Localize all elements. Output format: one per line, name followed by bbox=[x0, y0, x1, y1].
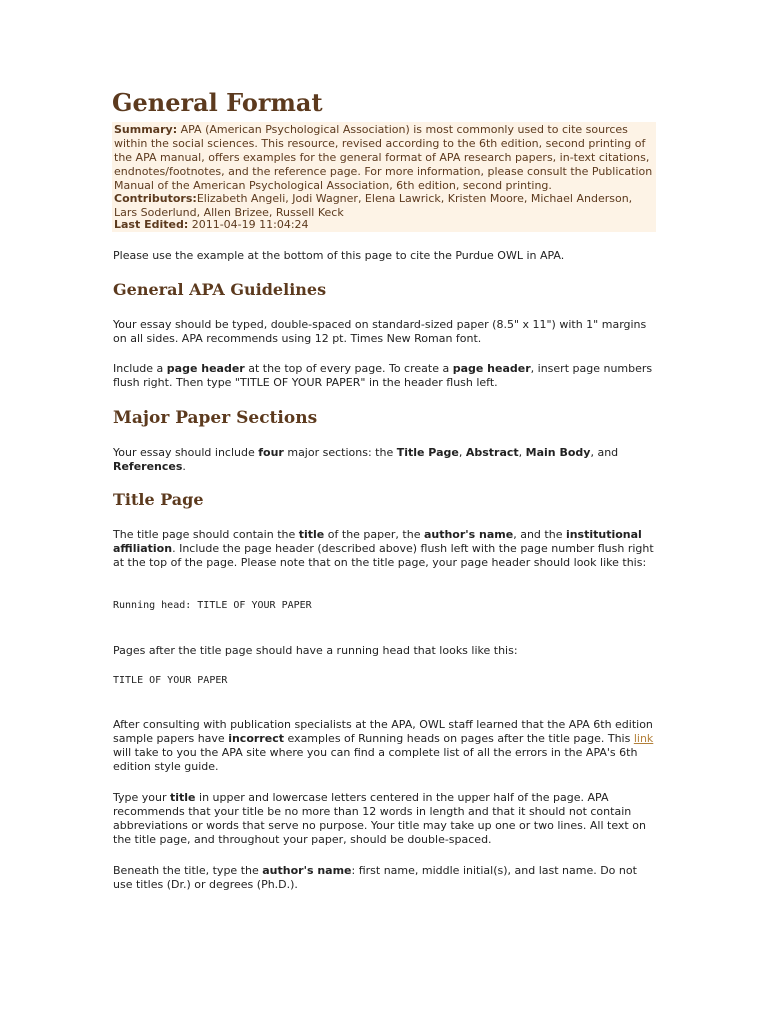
intro-paragraph: Please use the example at the bottom of this page to cite the Purdue OWL in APA. bbox=[113, 249, 565, 262]
text-run: Include a bbox=[113, 362, 167, 375]
bold-term: References bbox=[113, 460, 183, 473]
page-title: General Format bbox=[112, 88, 323, 117]
guidelines-heading: General APA Guidelines bbox=[113, 280, 327, 299]
text-run: major sections: the bbox=[283, 446, 397, 459]
text-run: , and bbox=[590, 446, 619, 459]
bold-term: author's name bbox=[423, 528, 514, 541]
text-run: : first name, middle initial(s), and last name. Do not use titles (Dr.) or degrees (Ph.D.). bbox=[113, 864, 637, 891]
summary-box bbox=[112, 122, 656, 232]
bold-term: institutional affiliation bbox=[113, 528, 642, 555]
bold-term: title bbox=[170, 791, 196, 804]
title-page-heading: Title Page bbox=[113, 490, 204, 509]
text-run: of the paper, the bbox=[324, 528, 424, 541]
sections-paragraph bbox=[113, 446, 658, 474]
title-page-paragraph-2: Pages after the title page should have a running head that looks like this: bbox=[113, 644, 518, 657]
text-run: , and the bbox=[513, 528, 566, 541]
bold-term: author's name bbox=[262, 864, 352, 877]
last-edited-text: 2011-04-19 11:04:24 bbox=[188, 218, 309, 231]
text-run: examples of Running heads on pages after the title page. This bbox=[283, 732, 634, 745]
text-run: , bbox=[518, 446, 526, 459]
last-edited-label: Last Edited: bbox=[114, 218, 189, 231]
guidelines-paragraph-2 bbox=[113, 362, 658, 390]
text-run: at the top of every page. To create a bbox=[244, 362, 453, 375]
sections-heading: Major Paper Sections bbox=[113, 408, 318, 428]
guidelines-paragraph-1: Your essay should be typed, double-spaced on standard-sized paper (8.5" x 11") with 1" margins on all sides. APA recommends using 12 pt. Times New Roman font. bbox=[113, 318, 647, 345]
code-example-title: TITLE OF YOUR PAPER bbox=[113, 675, 228, 686]
bold-term: Title Page bbox=[396, 446, 459, 459]
title-page-paragraph-5 bbox=[113, 864, 658, 892]
bold-term: Abstract bbox=[465, 446, 519, 459]
text-run: The title page should contain the bbox=[113, 528, 299, 541]
bold-term: page header bbox=[166, 362, 245, 375]
text-run: Type your bbox=[113, 791, 170, 804]
text-run: in upper and lowercase letters centered in the upper half of the page. APA recommends that your title be no more than 12 words in length and that it should not contain abbreviations or words that serve no purpose. Your title may take up one or two lines. All text on the title page, and throughout your paper, should be double-spaced. bbox=[113, 791, 646, 846]
bold-term: four bbox=[258, 446, 284, 459]
contributors-label: Contributors: bbox=[114, 192, 197, 205]
bold-term: page header bbox=[452, 362, 531, 375]
text-run: After consulting with publication specialists at the APA, OWL staff learned that the APA 6th edition sample papers have bbox=[113, 718, 653, 745]
summary-text: APA (American Psychological Association) is most commonly used to cite sources within the social sciences. This resource, revised according to the 6th edition, second printing of the APA manual, offers examples for the general format of APA research papers, in-text citations, endnotes/footnotes, and the reference page. For more information, please consult the Publication Manual of the American Psychological Association, 6th edition, second printing. bbox=[114, 123, 653, 192]
text-run: . Include the page header (described above) flush left with the page number flush right at the top of the page. Please note that on the title page, your page header should look like this: bbox=[113, 542, 654, 569]
bold-term: incorrect bbox=[228, 732, 284, 745]
contributors-paragraph bbox=[113, 192, 655, 220]
text-run: will take to you the APA site where you can find a complete list of all the errors in the APA's 6th edition style guide. bbox=[113, 746, 638, 773]
summary-label: Summary: bbox=[114, 123, 178, 136]
text-run: Beneath the title, type the bbox=[113, 864, 263, 877]
bold-term: title bbox=[298, 528, 325, 541]
code-example-running-head: Running head: TITLE OF YOUR PAPER bbox=[113, 600, 312, 611]
text-run: . bbox=[182, 460, 186, 473]
title-page-paragraph-1 bbox=[113, 528, 658, 570]
text-run: , bbox=[458, 446, 466, 459]
last-edited-paragraph bbox=[113, 218, 655, 232]
summary-paragraph bbox=[113, 123, 655, 193]
text-run: , insert page numbers flush right. Then type "TITLE OF YOUR PAPER" in the header flush left. bbox=[113, 362, 653, 389]
title-page-paragraph-3 bbox=[113, 718, 658, 774]
title-page-paragraph-4 bbox=[113, 791, 658, 847]
contributors-text: Elizabeth Angeli, Jodi Wagner, Elena Lawrick, Kristen Moore, Michael Anderson, Lars Soderlund, Allen Brizee, Russell Keck bbox=[114, 192, 633, 219]
bold-term: Main Body bbox=[525, 446, 591, 459]
apa-errata-link[interactable]: link bbox=[633, 732, 654, 745]
text-run: Your essay should include bbox=[113, 446, 259, 459]
